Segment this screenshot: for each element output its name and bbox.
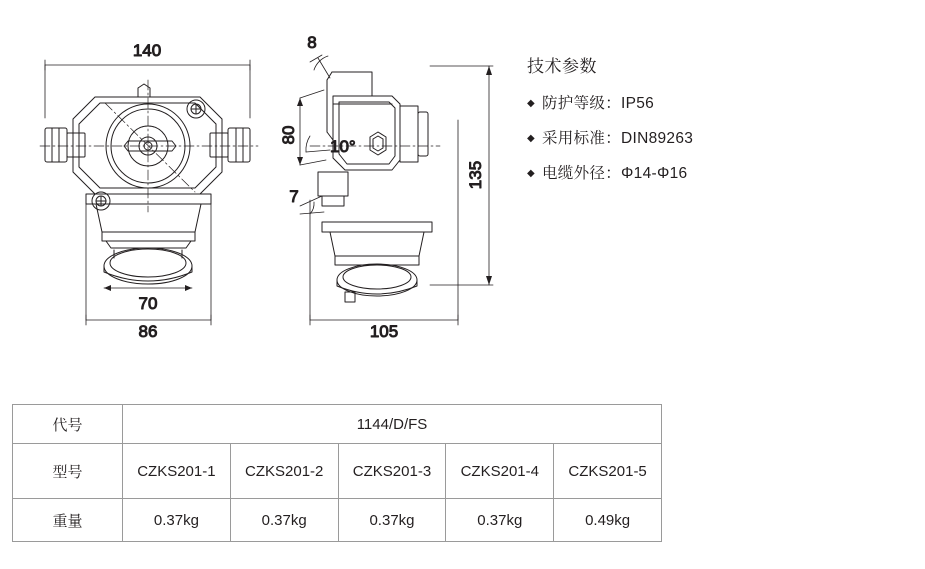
specs-title: 技术参数 xyxy=(527,57,597,76)
dim-70 xyxy=(104,285,192,291)
cell-weight-1: 0.37kg xyxy=(123,499,231,542)
diamond-bullet-icon: ◆ xyxy=(527,168,535,179)
dim-86-label: 86 xyxy=(138,322,158,341)
row-label-model: 型号 xyxy=(13,444,123,499)
cell-weight-2: 0.37kg xyxy=(230,499,338,542)
front-housing xyxy=(40,80,258,212)
technical-parameters-panel xyxy=(527,52,857,196)
dim-140-label: 140 xyxy=(132,41,162,60)
row-label-weight: 重量 xyxy=(13,499,123,542)
dim-80-label: 80 xyxy=(279,125,298,145)
side-base xyxy=(322,222,432,302)
spec-item-standard xyxy=(527,126,857,148)
dim-10deg-label: 10° xyxy=(330,137,356,156)
technical-drawing xyxy=(0,0,520,370)
dim-135-label: 135 xyxy=(466,160,485,190)
cell-model-1: CZKS201-1 xyxy=(123,444,231,499)
table-row xyxy=(13,444,662,499)
model-table xyxy=(12,404,662,542)
dim-7-label: 7 xyxy=(289,187,299,206)
cell-code-value: 1144/D/FS xyxy=(123,405,662,444)
cell-model-5: CZKS201-5 xyxy=(554,444,662,499)
dim-70-label: 70 xyxy=(138,294,158,313)
cell-model-3: CZKS201-3 xyxy=(338,444,446,499)
spec-item-protection xyxy=(527,91,857,113)
spec-text-protection: 防护等级：IP56 xyxy=(542,95,655,112)
spec-text-cable-diameter: 电缆外径：Φ14-Φ16 xyxy=(542,165,688,182)
cell-weight-4: 0.37kg xyxy=(446,499,554,542)
dim-105-label: 105 xyxy=(369,322,399,341)
diamond-bullet-icon: ◆ xyxy=(527,133,535,144)
cell-model-4: CZKS201-4 xyxy=(446,444,554,499)
spec-item-cable-diameter xyxy=(527,161,857,183)
dim-8-label: 8 xyxy=(307,33,317,52)
table-row xyxy=(13,405,662,444)
cell-weight-5: 0.49kg xyxy=(554,499,662,542)
table-row xyxy=(13,499,662,542)
dim-10deg xyxy=(306,136,330,152)
dim-80 xyxy=(297,90,326,165)
diamond-bullet-icon: ◆ xyxy=(527,98,535,109)
drawing-svg xyxy=(0,0,520,370)
row-label-code: 代号 xyxy=(13,405,123,444)
dim-8 xyxy=(310,55,330,78)
dim-7 xyxy=(300,196,324,214)
cell-model-2: CZKS201-2 xyxy=(230,444,338,499)
front-base xyxy=(86,194,211,284)
spec-text-standard: 采用标准：DIN89263 xyxy=(542,130,694,147)
cell-weight-3: 0.37kg xyxy=(338,499,446,542)
